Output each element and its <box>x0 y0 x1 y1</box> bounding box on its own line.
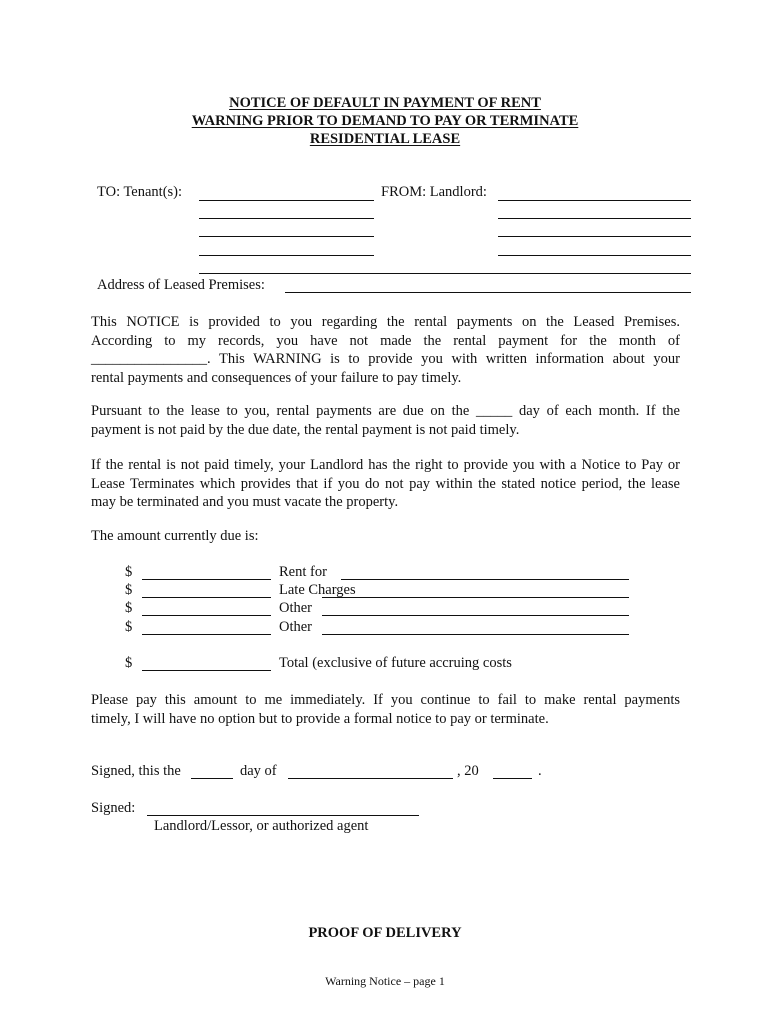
tenant-name-line-4[interactable] <box>199 255 374 256</box>
tenant-name-line-3[interactable] <box>199 236 374 237</box>
currency-sign: $ <box>125 600 133 616</box>
currency-sign: $ <box>125 619 133 635</box>
year-line[interactable] <box>493 778 532 779</box>
title-line-2: WARNING PRIOR TO DEMAND TO PAY OR TERMINATE <box>191 113 579 129</box>
amount-intro: The amount currently due is: <box>91 528 259 544</box>
p1-line-4: rental payments and consequences of your failure to pay timely. <box>91 369 462 386</box>
amount-row-label: Other <box>279 619 313 635</box>
proof-of-delivery-heading: PROOF OF DELIVERY <box>308 925 462 941</box>
year-prefix: , 20 <box>457 763 479 779</box>
total-label: Total (exclusive of future accruing costs <box>279 655 512 671</box>
title-line-1: NOTICE OF DEFAULT IN PAYMENT OF RENT <box>229 95 541 111</box>
amount-row-label: Other <box>279 600 313 616</box>
late-charges-amount-line[interactable] <box>142 597 271 598</box>
other-line-1[interactable] <box>322 615 629 616</box>
title-line-3: RESIDENTIAL LEASE <box>309 131 461 147</box>
date-period: . <box>538 763 542 779</box>
address-line-2[interactable] <box>285 292 691 293</box>
signed-this-label: Signed, this the <box>91 763 181 779</box>
currency-sign: $ <box>125 582 133 598</box>
p3-line-2: Lease Terminates which provides that if you do not pay within the stated notice period, the lease <box>91 475 680 492</box>
landlord-name-line-2[interactable] <box>498 218 691 219</box>
currency-sign: $ <box>125 655 133 671</box>
p1-line-3: ________________. This WARNING is to provide you with written information about your <box>91 351 680 368</box>
p3-line-1: If the rental is not paid timely, your Landlord has the right to provide you with a Notice to Pay or <box>91 457 680 473</box>
tenant-label: TO: Tenant(s): <box>97 184 183 200</box>
rent-for-line[interactable] <box>341 579 629 580</box>
landlord-name-line-4[interactable] <box>498 255 691 256</box>
total-amount-line[interactable] <box>142 670 271 671</box>
paragraph-notice <box>91 313 680 387</box>
landlord-label: FROM: Landlord: <box>381 184 487 200</box>
address-line-1[interactable] <box>199 273 691 274</box>
month-line[interactable] <box>288 778 453 779</box>
tenant-name-line-2[interactable] <box>199 218 374 219</box>
other-amount-line-1[interactable] <box>142 615 271 616</box>
paragraph-due-date <box>91 402 680 439</box>
amount-row-label: Late Charges <box>279 582 356 598</box>
landlord-name-line-1[interactable] <box>498 200 691 201</box>
rent-amount-line[interactable] <box>142 579 271 580</box>
other-line-2[interactable] <box>322 634 629 635</box>
p2-line-1: Pursuant to the lease to you, rental payments are due on the _____ day of each month. If the <box>91 403 680 419</box>
tenant-name-line-1[interactable] <box>199 200 374 201</box>
p4-line-2: timely, I will have no option but to provide a formal notice to pay or terminate. <box>91 710 549 727</box>
page-footer: Warning Notice – page 1 <box>325 974 445 988</box>
p1-line-1: This NOTICE is provided to you regarding the rental payments on the Leased Premises. <box>91 314 680 330</box>
day-of-label: day of <box>240 763 277 779</box>
address-label: Address of Leased Premises: <box>97 277 265 293</box>
amount-row-label: Rent for <box>279 564 327 580</box>
day-line[interactable] <box>191 778 233 779</box>
signature-line[interactable] <box>147 815 419 816</box>
p3-line-3: may be terminated and you must vacate the property. <box>91 494 399 511</box>
currency-sign: $ <box>125 564 133 580</box>
paragraph-pay-immediately <box>91 691 680 728</box>
signer-caption: Landlord/Lessor, or authorized agent <box>154 818 369 834</box>
other-amount-line-2[interactable] <box>142 634 271 635</box>
p2-line-2: payment is not paid by the due date, the rental payment is not paid timely. <box>91 421 520 438</box>
p4-line-1: Please pay this amount to me immediately. If you continue to fail to make rental payments <box>91 692 680 708</box>
landlord-name-line-3[interactable] <box>498 236 691 237</box>
late-charges-line[interactable] <box>322 597 629 598</box>
signed-label: Signed: <box>91 800 136 816</box>
paragraph-rights <box>91 456 680 512</box>
p1-line-2: According to my records, you have not made the rental payment for the month of <box>91 332 680 349</box>
